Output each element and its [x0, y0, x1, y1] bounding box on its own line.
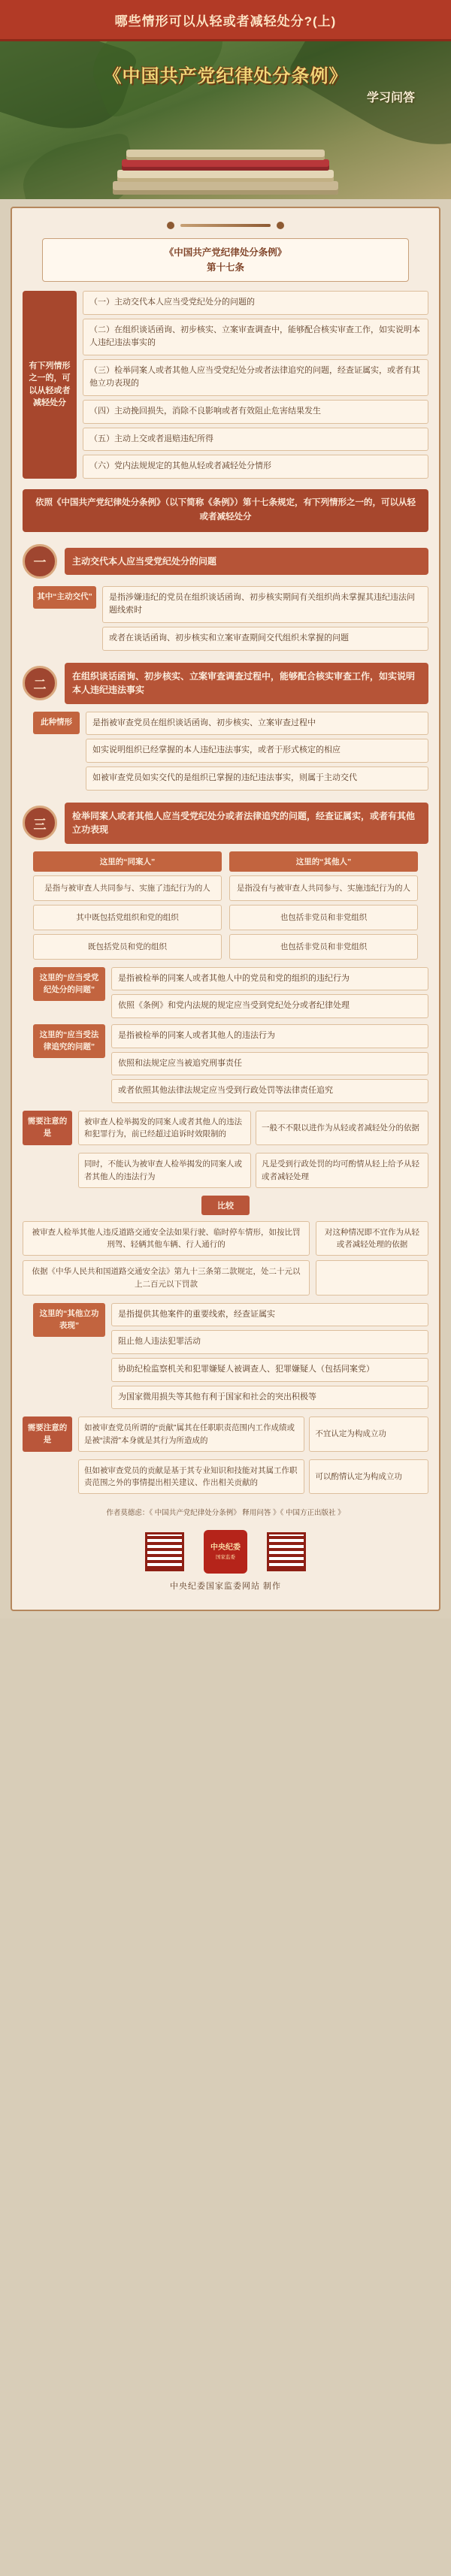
list-item: （二）在组织谈话函询、初步核实、立案审查调查中，能够配合核实审查工作，如实说明本人违纪违法事实的 [83, 319, 428, 355]
section-title: 主动交代本人应当受党纪处分的问题 [65, 548, 428, 576]
list-item: 依照和法规定应当被追究刑事责任 [111, 1052, 428, 1076]
footer [23, 1507, 428, 1592]
final-note-1 [23, 1416, 428, 1452]
regulation-title [42, 238, 409, 282]
block-items [86, 712, 428, 791]
list-item: 如被审查党员如实交代的是组织已掌握的违纪违法事实，则属于主动交代 [86, 766, 428, 791]
final-note-2 [23, 1459, 428, 1495]
table-cell: 但如被审查党员的贡献是基于其专业知识和技能对其属工作职责范围之外的事情提出相关建议、作出相关贡献的 [78, 1459, 304, 1495]
list-item: 是指被审查党员在组织谈话函询、初步核实、立案审查过程中 [86, 712, 428, 736]
list-item: （一）主动交代本人应当受党纪处分的问题的 [83, 291, 428, 315]
table-cell: 是指没有与被审查人共同参与、实施违纪行为的人 [229, 875, 418, 901]
note-cells [78, 1153, 428, 1188]
list-item: 是指涉嫌违纪的党员在组织谈话函询、初步核实期间有关组织尚未掌握其违纪违法问题线索时 [102, 586, 428, 623]
badge-sub: 国家监委 [216, 1555, 235, 1561]
list-item: 是指被检举的同案人或者其他人中的党员和党的组织的违纪行为 [111, 967, 428, 991]
note-band-1 [23, 1111, 428, 1146]
table-cell: 可以酌情认定为构成立功 [309, 1459, 428, 1495]
block-tag: 这里的“应当受党纪处分的问题” [33, 967, 105, 1002]
credit-text: 作者莫德虑：《 中国共产党纪律处分条例》 释用问答 》《 中国方正出版社 》 [106, 1509, 345, 1518]
table-cell: 对这种情况即不宜作为从轻或者减轻处理的依据 [316, 1221, 428, 1256]
list-item: 阻止他人违法犯罪活动 [111, 1330, 428, 1354]
block-tag: 其中“主动交代” [33, 586, 96, 609]
table-cell: 也包括非党员和非党组织 [229, 905, 418, 930]
table-cell: 不宜认定为构成立功 [309, 1416, 428, 1452]
section-number: 一 [23, 544, 57, 579]
column-header: 这里的“其他人” [229, 851, 418, 872]
block-items [111, 967, 428, 1018]
table-cell: 一般不不限以进作为从轻或者减轻处分的依据 [256, 1111, 428, 1146]
list-item: 是指提供其他案件的重要线索，经查证属实 [111, 1303, 428, 1327]
regulation-title-line1: 《中国共产党纪律处分条例》 [164, 247, 287, 258]
list-item: 或者在谈话函询、初步核实和立案审查期间交代组织未掌握的问题 [102, 627, 428, 651]
intro-items [83, 291, 428, 479]
list-item: 如实说明组织已经掌握的本人违纪违法事实，或者于形式核定的相应 [86, 739, 428, 763]
list-item: （三）检举同案人或者其他人应当受党纪处分或者法律追究的问题，经查证属实，或者有其他立功表现的 [83, 359, 428, 396]
table-cell [316, 1260, 428, 1296]
summary-banner: 依照《中国共产党纪律处分条例》（以下简称《条例》）第十七条规定，有下列情形之一的，可以从轻或者减轻处分 [23, 489, 428, 532]
section-heading-3 [23, 803, 428, 844]
section-heading-2 [23, 663, 428, 704]
comparison-row [23, 1260, 428, 1296]
section-title: 在组织谈话函询、初步核实、立案审查调查过程中，能够配合核实审查工作，如实说明本人违纪违法事实 [65, 663, 428, 704]
note-band-2 [23, 1153, 428, 1188]
note-cells [78, 1416, 428, 1452]
section-1-block [33, 586, 428, 651]
section-3-block-2 [33, 1024, 428, 1103]
compare-column-left [33, 851, 222, 960]
list-item: （六）党内法规规定的其他从轻或者减轻处分情形 [83, 455, 428, 479]
table-cell: 依据《中华人民共和国道路交通安全法》第九十三条第二款规定，处二十元以上二百元以下罚款 [23, 1260, 310, 1296]
site-name: 中央纪委国家监委网站 制作 [169, 1582, 282, 1592]
section-3-block-1 [33, 967, 428, 1018]
list-item: 依照《条例》和党内法规的规定应当受到党纪处分或者纪律处理 [111, 994, 428, 1018]
block-items [102, 586, 428, 651]
section-heading-1 [23, 544, 428, 579]
table-cell: 既包括党员和党的组织 [33, 934, 222, 960]
section-2-block [33, 712, 428, 791]
books-illustration [113, 132, 338, 195]
badge-main: 中央纪委 [210, 1543, 241, 1553]
comparison-block [23, 1196, 428, 1296]
table-cell: 被审查人检举其他人违反道路交通安全法如果行驶、临时停车情形，如按比罚刑驾、轻辆其他车辆、行人通行的 [23, 1221, 310, 1256]
compare-column-right [229, 851, 418, 960]
list-item: 或者依照其他法律法规定应当受到行政处罚等法律责任追究 [111, 1079, 428, 1103]
list-item: 协助纪检监察机关和犯罪嫌疑人被调查人、犯罪嫌疑人（包括同案党） [111, 1358, 428, 1382]
note-cells [78, 1459, 428, 1495]
table-cell: 其中既包括党组织和党的组织 [33, 905, 222, 930]
compare-table [33, 851, 418, 960]
block-tag: 这里的“其他立功表现” [33, 1303, 105, 1338]
table-cell: 也包括非党员和非党组织 [229, 934, 418, 960]
list-item: 为国家微用损失等其他有利于国家和社会的突出积极等 [111, 1386, 428, 1410]
section-3-extra [33, 1303, 428, 1409]
ornament-divider [23, 222, 428, 229]
section-number: 二 [23, 666, 57, 700]
block-items [111, 1303, 428, 1409]
list-item: （五）主动上交或者退赔违纪所得 [83, 428, 428, 452]
section-title: 检举同案人或者其他人应当受党纪处分或者法律追究的问题，经查证属实，或者有其他立功表现 [65, 803, 428, 844]
intro-row [23, 291, 428, 479]
note-cells [78, 1111, 428, 1146]
hero-subtitle: 学习问答 [366, 92, 415, 104]
block-tag: 这里的“应当受法律追究的问题” [33, 1024, 105, 1059]
regulation-title-line2: 第十七条 [206, 262, 244, 273]
list-item: （四）主动挽回损失，消除不良影响或者有效阻止危害结果发生 [83, 400, 428, 424]
section-number: 三 [23, 806, 57, 840]
qr-code-icon[interactable] [145, 1532, 184, 1571]
hero-banner [0, 41, 451, 199]
emblem-badge [204, 1530, 247, 1574]
block-items [111, 1024, 428, 1103]
note-label: 需要注意的是 [23, 1111, 72, 1146]
column-header: 这里的“同案人” [33, 851, 222, 872]
qr-code-icon[interactable] [267, 1532, 306, 1571]
table-cell: 凡是受到行政处罚的均可酌情从轻上给予从轻或者减轻处理 [256, 1153, 428, 1188]
comparison-header: 比较 [201, 1196, 250, 1215]
table-cell: 被审查人检举揭发的同案人或者其他人的违法和犯罪行为，前已经超过追诉时效限制的 [78, 1111, 251, 1146]
table-cell: 是指与被审查人共同参与、实施了违纪行为的人 [33, 875, 222, 901]
intro-tag: 有下列情形之一的，可以从轻或者减轻处分 [23, 291, 77, 479]
qr-row [23, 1530, 428, 1574]
list-item: 是指被检举的同案人或者其他人的违法行为 [111, 1024, 428, 1048]
block-tag: 此种情形 [33, 712, 80, 734]
table-cell: 同时，不能认为被审查人检举揭发的同案人或者其他人的违法行为 [78, 1153, 251, 1188]
content-scroll [11, 207, 440, 1611]
note-label: 需要注意的是 [23, 1416, 72, 1452]
comparison-row [23, 1221, 428, 1256]
page-title: 哪些情形可以从轻或者减轻处分?(上) [0, 0, 451, 41]
hero-title: 《中国共产党纪律处分条例》 [103, 66, 348, 86]
table-cell: 如被审查党员所谓的“贡献”属其在任职职责范围内工作成绩或是被“渎滑”本身就是其行为所造成的 [78, 1416, 304, 1452]
